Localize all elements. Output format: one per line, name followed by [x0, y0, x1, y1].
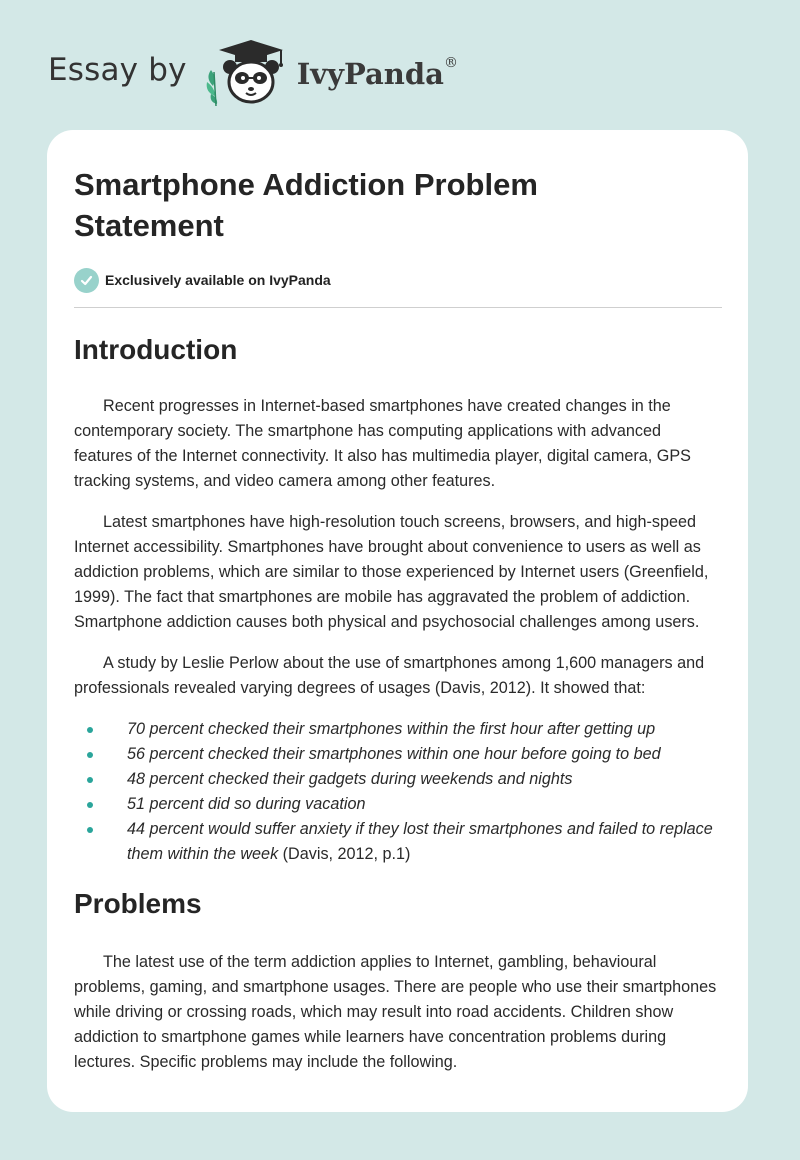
list-item-text: 44 percent would suffer anxiety if they lost their smartphones and failed to replace them within the week: [127, 820, 713, 863]
list-item: [74, 817, 722, 867]
essay-card: [47, 130, 748, 1112]
bullet-dot: [87, 827, 93, 833]
paragraph: Recent progresses in Internet-based smartphones have created changes in the contemporary society. The smartphone has computing applications with advanced features of the Internet connectivity. It also has multimedia player, digital camera, GPS tracking systems, and video camera among other features.: [74, 397, 691, 490]
divider: [74, 307, 722, 308]
exclusive-text: Exclusively available on IvyPanda: [105, 272, 331, 288]
essay-title: Smartphone Addiction Problem Statement: [74, 167, 538, 243]
brand-header[interactable]: [48, 36, 458, 108]
list-item: [74, 792, 722, 817]
bullet-dot: [87, 802, 93, 808]
bullet-dot: [87, 752, 93, 758]
panda-graduate-logo-icon: [201, 36, 293, 108]
section-heading-problems: Problems: [74, 888, 202, 919]
bullet-dot: [87, 777, 93, 783]
exclusive-badge: [74, 267, 722, 293]
list-item: [74, 742, 722, 767]
section-heading-introduction: Introduction: [74, 334, 238, 365]
paragraph: Latest smartphones have high-resolution touch screens, browsers, and high-speed Internet accessibility. Smartphones have brought about convenience to users as well as addiction problems, which are similar to those experienced by Internet users (Greenfield, 1999). The fact that smartphones are mobile has aggravated the problem of addiction. Smartphone addiction causes both physical and psychosocial challenges among users.: [74, 513, 709, 631]
list-item-text: 51 percent did so during vacation: [127, 795, 366, 813]
list-item-text: 56 percent checked their smartphones within one hour before going to bed: [127, 745, 661, 763]
brand-name-text: IvyPanda: [296, 57, 444, 91]
paragraph: A study by Leslie Perlow about the use of smartphones among 1,600 managers and professionals revealed varying degrees of usages (Davis, 2012). It showed that:: [74, 654, 705, 697]
brand-name: [297, 57, 458, 91]
statistics-list: [74, 717, 722, 867]
list-item-text: 48 percent checked their gadgets during weekends and nights: [127, 770, 573, 788]
check-icon: [74, 268, 99, 293]
bullet-dot: [87, 727, 93, 733]
list-item: [74, 717, 722, 742]
list-item: [74, 767, 722, 792]
paragraph: The latest use of the term addiction applies to Internet, gambling, behavioural problems, gaming, and smartphone usages. There are people who use their smartphones while driving or crossing roads, which may result into road accidents. Children show addiction to smartphone games while learners have concentration problems during lectures. Specific problems may include the following.: [74, 953, 717, 1071]
brand-prefix: Essay by: [48, 52, 187, 88]
list-item-text: 70 percent checked their smartphones within the first hour after getting up: [127, 720, 656, 738]
citation: (Davis, 2012, p.1): [278, 845, 411, 863]
trademark-symbol: ®: [443, 55, 458, 71]
